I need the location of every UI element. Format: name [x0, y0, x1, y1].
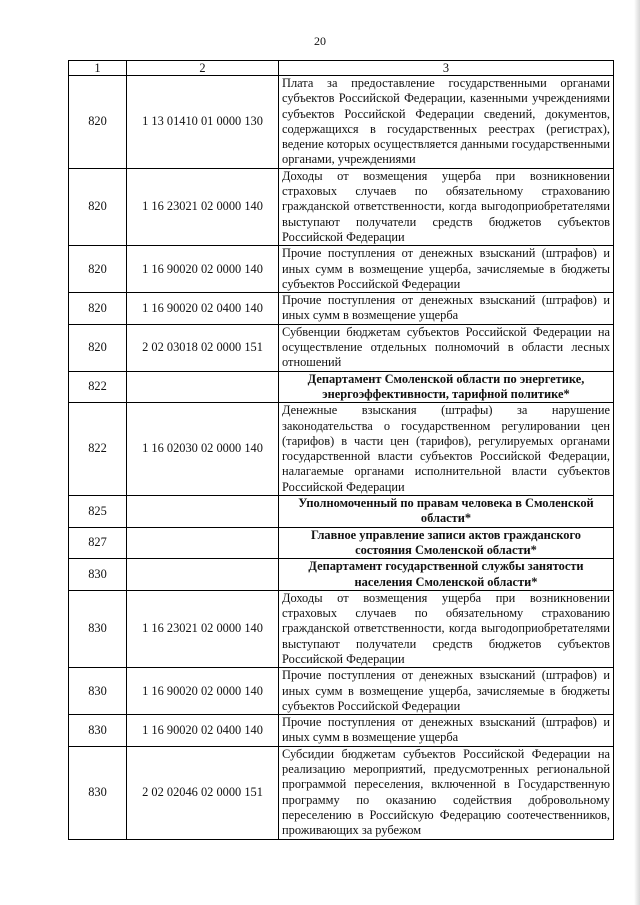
table-header-row: [69, 61, 614, 76]
budget-code-cell: 1 16 90020 02 0400 140: [127, 293, 279, 325]
admin-code-cell: 825: [69, 496, 127, 528]
table-body: [69, 76, 614, 840]
table-row: [69, 590, 614, 667]
admin-code-cell: 820: [69, 76, 127, 169]
table-row: [69, 559, 614, 591]
table-row: [69, 324, 614, 371]
admin-code-cell: 820: [69, 168, 127, 245]
budget-code-cell: 2 02 02046 02 0000 151: [127, 746, 279, 839]
table-row: [69, 715, 614, 747]
description-cell: Субсидии бюджетам субъектов Российской Федерации на реализацию мероприятий, предусмотренных региональной программой переселения, включенной в Государственную программу по оказанию содействия добровольному переселению в Российскую Федерацию соотечественников, проживающих за рубежом: [279, 746, 614, 839]
budget-code-cell: 1 16 02030 02 0000 140: [127, 403, 279, 496]
budget-code-cell: 1 16 23021 02 0000 140: [127, 590, 279, 667]
budget-code-cell: 1 16 90020 02 0000 140: [127, 246, 279, 293]
description-cell: Денежные взыскания (штрафы) за нарушение законодательства о государственном регулировании цен (тарифов) в части цен (тарифов), регулируемых органами государственной власти субъектов Российской Федерации, налагаемые органами исполнительной власти субъектов Российской Федерации: [279, 403, 614, 496]
header-col-2: 2: [127, 61, 279, 76]
budget-code-cell: 1 16 90020 02 0000 140: [127, 668, 279, 715]
budget-code-cell: 2 02 03018 02 0000 151: [127, 324, 279, 371]
admin-code-cell: 830: [69, 746, 127, 839]
header-col-1: 1: [69, 61, 127, 76]
table-row: [69, 246, 614, 293]
header-col-3: 3: [279, 61, 614, 76]
budget-code-cell: [127, 527, 279, 559]
table-row: [69, 668, 614, 715]
table-row: [69, 527, 614, 559]
revenue-codes-table: [68, 60, 614, 840]
description-cell: Доходы от возмещения ущерба при возникновении страховых случаев по обязательному страхованию гражданской ответственности, когда выгодоприобретателями выступают получатели средств бюджетов субъектов Российской Федерации: [279, 590, 614, 667]
table-row: [69, 746, 614, 839]
page-edge-shadow: [634, 0, 640, 905]
table-row: [69, 403, 614, 496]
admin-code-cell: 822: [69, 371, 127, 403]
department-name-cell: Департамент Смоленской области по энергетике, энергоэффективности, тарифной политике*: [279, 371, 614, 403]
budget-code-cell: [127, 496, 279, 528]
table-row: [69, 168, 614, 245]
description-cell: Прочие поступления от денежных взысканий (штрафов) и иных сумм в возмещение ущерба, зачисляемые в бюджеты субъектов Российской Федерации: [279, 668, 614, 715]
admin-code-cell: 820: [69, 324, 127, 371]
table-row: [69, 293, 614, 325]
department-name-cell: Уполномоченный по правам человека в Смоленской области*: [279, 496, 614, 528]
admin-code-cell: 820: [69, 246, 127, 293]
admin-code-cell: 830: [69, 715, 127, 747]
admin-code-cell: 830: [69, 559, 127, 591]
department-name-cell: Главное управление записи актов гражданского состояния Смоленской области*: [279, 527, 614, 559]
budget-code-cell: 1 13 01410 01 0000 130: [127, 76, 279, 169]
description-cell: Прочие поступления от денежных взысканий (штрафов) и иных сумм в возмещение ущерба: [279, 715, 614, 747]
admin-code-cell: 820: [69, 293, 127, 325]
table-row: [69, 371, 614, 403]
table-row: [69, 76, 614, 169]
page-number: 20: [314, 34, 326, 48]
budget-code-cell: [127, 559, 279, 591]
table-row: [69, 496, 614, 528]
admin-code-cell: 822: [69, 403, 127, 496]
description-cell: Плата за предоставление государственными органами субъектов Российской Федерации, казенными учреждениями субъектов Российской Федерации сведений, документов, содержащихся в государственных реестрах (регистрах), ведение которых осуществляется данными государственными органами, учреждениями: [279, 76, 614, 169]
description-cell: Доходы от возмещения ущерба при возникновении страховых случаев по обязательному страхованию гражданской ответственности, когда выгодоприобретателями выступают получатели средств бюджетов субъектов Российской Федерации: [279, 168, 614, 245]
admin-code-cell: 830: [69, 590, 127, 667]
department-name-cell: Департамент государственной службы занятости населения Смоленской области*: [279, 559, 614, 591]
budget-code-cell: 1 16 90020 02 0400 140: [127, 715, 279, 747]
description-cell: Прочие поступления от денежных взысканий (штрафов) и иных сумм в возмещение ущерба, зачисляемые в бюджеты субъектов Российской Федерации: [279, 246, 614, 293]
admin-code-cell: 827: [69, 527, 127, 559]
budget-code-cell: [127, 371, 279, 403]
description-cell: Субвенции бюджетам субъектов Российской Федерации на осуществление отдельных полномочий в области лесных отношений: [279, 324, 614, 371]
description-cell: Прочие поступления от денежных взысканий (штрафов) и иных сумм в возмещение ущерба: [279, 293, 614, 325]
budget-code-cell: 1 16 23021 02 0000 140: [127, 168, 279, 245]
admin-code-cell: 830: [69, 668, 127, 715]
